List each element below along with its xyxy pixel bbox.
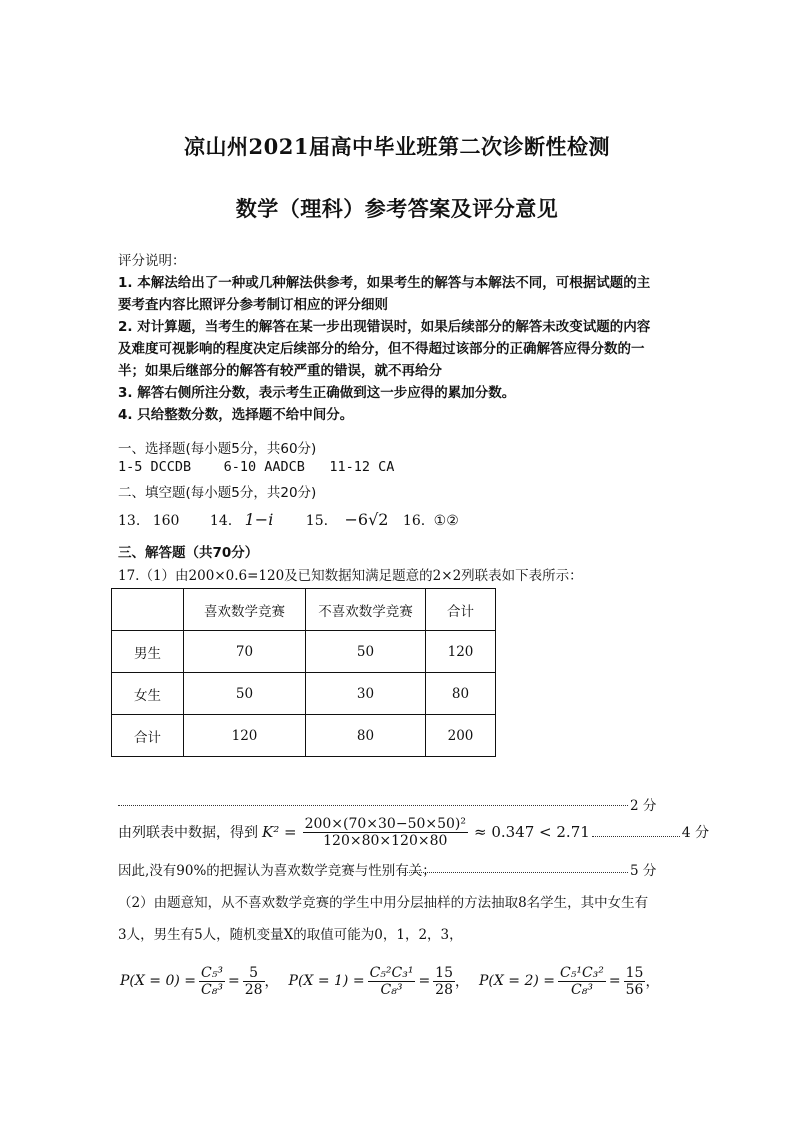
fill-answers xyxy=(118,510,459,529)
p0-eq: = xyxy=(227,973,240,989)
q13-answer: 160 xyxy=(152,513,180,529)
k2-fraction xyxy=(303,816,468,849)
k2-denominator: 120×80×120×80 xyxy=(323,832,448,849)
p2-fraction xyxy=(558,965,606,998)
document-subtitle: 数学（理科）参考答案及评分意见 xyxy=(235,196,559,221)
table-cell: 喜欢数学竞赛 xyxy=(184,589,306,631)
table-cell: 70 xyxy=(184,631,306,673)
score-5: 5 分 xyxy=(630,863,657,879)
document-title: 凉山州2021届高中毕业班第二次诊断性检测 xyxy=(184,134,610,159)
part2-line-2: 3人，男生有5人，随机变量X的取值可能为0，1，2，3， xyxy=(118,927,463,943)
p2-eq: = xyxy=(608,973,621,989)
k2-prefix: 由列联表中数据，得到 xyxy=(118,825,258,841)
p0-fraction xyxy=(199,965,225,998)
p0-value xyxy=(243,965,265,998)
table-cell: 120 xyxy=(426,631,496,673)
probability-line xyxy=(120,956,659,1006)
p2-sep: ， xyxy=(645,974,660,990)
p0-vnum: 5 xyxy=(243,965,265,982)
score-4: 4 分 xyxy=(681,825,710,841)
table-cell: 合计 xyxy=(112,715,184,757)
p0-vden: 28 xyxy=(244,981,263,998)
p2-vden: 56 xyxy=(625,981,644,998)
p2-num: C₅¹C₃² xyxy=(560,964,604,981)
table-cell: 80 xyxy=(306,715,426,757)
table-cell: 合计 xyxy=(426,589,496,631)
p1-value xyxy=(433,965,455,998)
contingency-table xyxy=(111,588,496,757)
p0-sep: ， xyxy=(264,974,279,990)
table-row xyxy=(112,673,496,715)
q16-answer: ①② xyxy=(433,513,459,529)
k2-lhs: K² = xyxy=(262,823,297,841)
note-2a: 2. 对计算题，当考生的解答在某一步出现错误时，如果后续部分的解答未改变试题的内容 xyxy=(118,319,651,335)
note-1b: 要考査内容比照评分参考制订相应的评分细则 xyxy=(118,297,388,313)
p1-vden: 28 xyxy=(435,981,453,998)
p0-den: C₈³ xyxy=(201,981,223,998)
note-3: 3. 解答右侧所注分数，表示考生正确做到这一步应得的累加分数。 xyxy=(118,385,516,401)
table-cell: 50 xyxy=(184,673,306,715)
note-1a: 1. 本解法给出了一种或几种解法供参考，如果考生的解答与本解法不同，可根据试题的主 xyxy=(118,275,651,291)
p1-fraction xyxy=(368,965,416,998)
p1-num: C₅²C₃¹ xyxy=(369,964,414,981)
table-row xyxy=(112,631,496,673)
k2-rhs: ≈ 0.347 < 2.71 xyxy=(474,823,590,841)
table-cell: 80 xyxy=(426,673,496,715)
score-2: 2 分 xyxy=(630,798,657,814)
p2-lhs: P(X = 2) = xyxy=(479,973,556,989)
dotted-leader xyxy=(402,862,628,873)
q14-answer: 1−i xyxy=(244,510,274,529)
k2-numerator: 200×(70×30−50×50)² xyxy=(304,815,466,832)
p0-num: C₅³ xyxy=(201,964,223,981)
q17-intro: 17.（1）由200×0.6=120及已知数据知满足题意的2×2列联表如下表所示： xyxy=(118,568,583,584)
p1-den: C₈³ xyxy=(380,981,403,998)
table-cell: 200 xyxy=(426,715,496,757)
note-2c: 半；如果后继部分的解答有较严重的错误，就不再给分 xyxy=(118,363,442,379)
table-cell: 女生 xyxy=(112,673,184,715)
table-cell: 30 xyxy=(306,673,426,715)
q16-label: 16. xyxy=(402,513,426,529)
notes-heading: 评分说明： xyxy=(118,253,186,269)
p2-value xyxy=(624,965,646,998)
section-2-heading: 二、填空题(每小题5分，共20分) xyxy=(118,485,317,501)
choice-answers: 1-5 DCCDB 6-10 AADCB 11-12 CA xyxy=(118,459,395,475)
note-4: 4. 只给整数分数，选择题不给中间分。 xyxy=(118,407,354,423)
note-2b: 及难度可视影响的程度决定后续部分的给分，但不得超过该部分的正确解答应得分数的一 xyxy=(118,341,645,357)
table-cell: 男生 xyxy=(112,631,184,673)
p2-den: C₈³ xyxy=(571,981,593,998)
q15-label: 15. xyxy=(305,513,329,529)
p1-vnum: 15 xyxy=(435,964,453,981)
table-header-row xyxy=(112,589,496,631)
p1-eq: = xyxy=(418,973,431,989)
conclusion-text: 因此,没有90%的把握认为喜欢数学竞赛与性别有关； xyxy=(118,863,436,879)
p2-vnum: 15 xyxy=(625,964,644,981)
table-cell xyxy=(112,589,184,631)
q13-label: 13. xyxy=(118,513,141,529)
part2-line-1: （2）由题意知，从不喜欢数学竞赛的学生中用分层抽样的方法抽取8名学生，其中女生有 xyxy=(118,895,649,911)
p1-sep: ， xyxy=(455,974,469,990)
dotted-leader xyxy=(592,828,680,837)
table-cell: 不喜欢数学竞赛 xyxy=(306,589,426,631)
table-cell: 50 xyxy=(306,631,426,673)
table-row xyxy=(112,715,496,757)
q14-label: 14. xyxy=(209,513,233,529)
table-cell: 120 xyxy=(184,715,306,757)
section-1-heading: 一、选择题(每小题5分，共60分) xyxy=(118,441,317,457)
k2-formula-line xyxy=(118,812,709,852)
dotted-leader xyxy=(118,795,628,806)
p1-lhs: P(X = 1) = xyxy=(288,973,365,989)
p0-lhs: P(X = 0) = xyxy=(120,973,197,989)
q15-answer: −6√2 xyxy=(344,510,389,529)
section-3-heading: 三、解答题（共70分） xyxy=(118,545,259,561)
